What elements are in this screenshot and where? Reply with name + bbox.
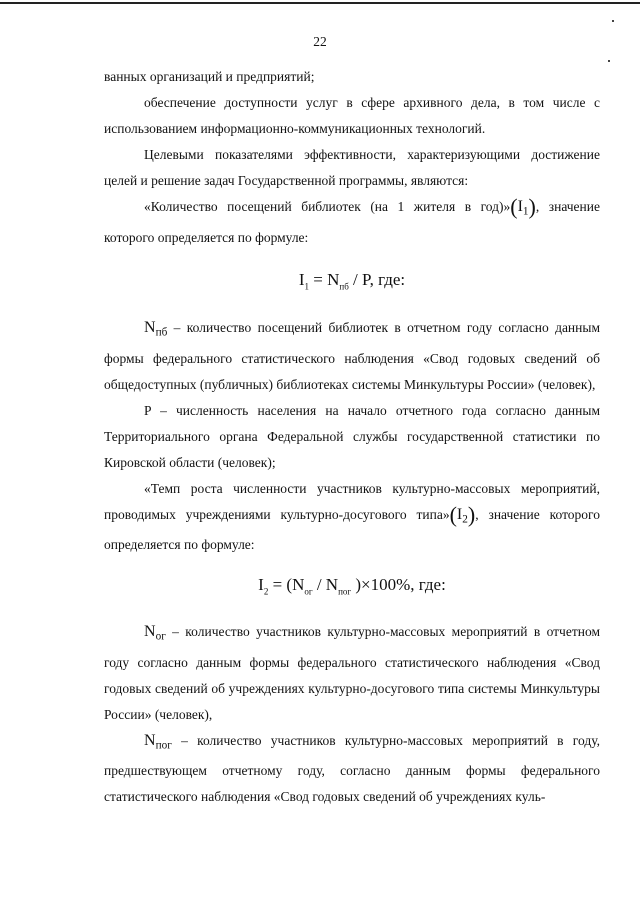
document-body bbox=[104, 64, 600, 810]
formula-1: $I_1 = N_{пб} / P$, где: bbox=[298, 269, 406, 292]
close-paren: ) bbox=[528, 194, 536, 219]
scan-speck bbox=[608, 60, 610, 62]
scan-speck bbox=[612, 20, 614, 22]
definition-nog-symbol: N bbox=[144, 622, 156, 640]
paragraph-continuation: ванных организаций и предприятий; bbox=[104, 69, 315, 84]
indicator-2-paragraph bbox=[104, 476, 600, 559]
close-paren: ) bbox=[467, 501, 476, 527]
definition-npog: $N_{пог}$ – количество участников культурно-массовых мероприятий в году, предшествующем отчетному году, согласно данным формы федерального статистического наблюдения «Свод годовых сведений об учреждениях куль- bbox=[104, 731, 600, 805]
paragraph-target-indicators: Целевыми показателями эффективности, характеризующими достижение целей и решение задач Государственной программы, являются: bbox=[104, 147, 600, 188]
indicator-1-subscript: 1 bbox=[522, 205, 529, 218]
formula-2: $I_2 = (N_{ог} / N_{пог}$ )×100%, где: bbox=[258, 575, 446, 597]
top-scan-border bbox=[0, 2, 640, 4]
indicator-2-symbol: I bbox=[456, 505, 463, 523]
definition-nog-text: – количество участников культурно-массовых мероприятий в отчетном году согласно данным формы федерального статистического наблюдения «Свод годовых сведений об учреждениях культурно-досугового типа системы Минкультуры России» (человек), bbox=[104, 623, 600, 722]
definition-npb-symbol: N bbox=[144, 319, 156, 337]
definition-npb-text: – количество посещений библиотек в отчетном году согласно данным формы федерального статистического наблюдения «Свод годовых сведений об общедоступных (публичных) библиотеках системы Минкультуры России» (человек), bbox=[104, 320, 600, 392]
indicator-1-symbol: I bbox=[517, 198, 523, 215]
indicator-1-tail: , значение которого определяется по формуле: bbox=[104, 199, 600, 245]
indicator-1-title: «Количество посещений библиотек (на 1 жителя в год)» bbox=[144, 199, 511, 214]
indicator-2-subscript: 2 bbox=[462, 513, 468, 526]
definition-p: P – численность населения на начало отчетного года согласно данным Территориального органа Федеральной службы государственной статистики по Кировской области (человек); bbox=[104, 402, 600, 470]
definition-npog-symbol: N bbox=[144, 731, 156, 749]
indicator-2-tail: , значение которого определяется по формуле: bbox=[104, 506, 600, 553]
paragraph-archive-access: обеспечение доступности услуг в сфере архивного дела, в том числе с использованием информационно-коммуникационных технологий. bbox=[104, 95, 600, 136]
open-paren: ( bbox=[449, 501, 457, 527]
definition-npb: $N_{пб}$ – количество посещений библиотек в отчетном году согласно данным формы федерального статистического наблюдения «Свод годовых сведений об общедоступных (публичных) библиотеках системы Минкультуры России» (человек), bbox=[104, 319, 600, 392]
definition-npog-text: – количество участников культурно-массовых мероприятий в году, предшествующем отчетному году, согласно данным формы федерального статистического наблюдения «Свод годовых сведений об учреждениях куль- bbox=[104, 732, 600, 805]
page-number: 22 bbox=[313, 34, 327, 49]
indicator-1-paragraph bbox=[104, 194, 600, 251]
definition-nog: $N_{ог}$ – количество участников культурно-массовых мероприятий в отчетном году согласно данным формы федерального статистического наблюдения «Свод годовых сведений об учреждениях культурно-досугового типа системы Минкультуры России» (человек), bbox=[104, 622, 600, 722]
indicator-2-title: «Темп роста численности участников культурно-массовых мероприятий, проводимых учреждениями культурно-досугового типа» bbox=[104, 480, 600, 522]
open-paren: ( bbox=[510, 194, 518, 219]
